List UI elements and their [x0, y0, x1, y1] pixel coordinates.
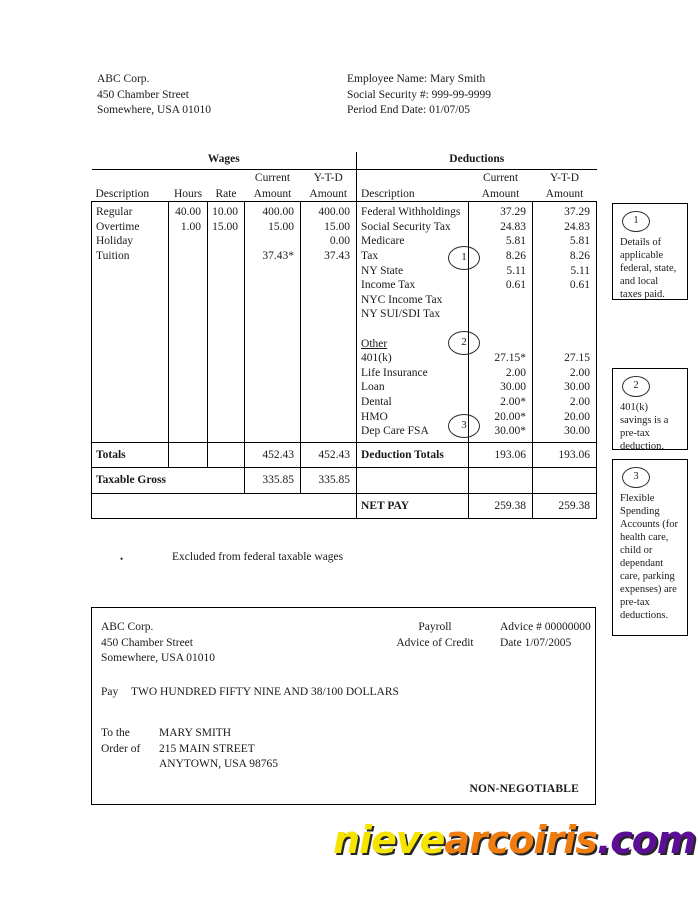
- callout-marker-1: 1: [448, 246, 480, 270]
- deduction-row-ytd: 5.81: [569, 235, 591, 248]
- wage-row-ytd: 37.43: [324, 249, 351, 262]
- wage-row-description: Overtime: [96, 220, 140, 233]
- logo-part-2: arcoiris: [444, 818, 597, 862]
- site-watermark-logo: [333, 818, 696, 862]
- deduction-row-description: Dental: [361, 395, 392, 408]
- check-company-citystatezip: Somewhere, USA 01010: [101, 652, 216, 665]
- deduction-row-description: Social Security Tax: [361, 220, 451, 233]
- deduction-row-ytd: 30.00: [564, 425, 591, 438]
- employee-name: Employee Name: Mary Smith: [347, 73, 486, 85]
- wage-row-ytd: 0.00: [329, 235, 351, 248]
- wage-row-description: Holiday: [96, 235, 134, 248]
- callout-notes: [612, 203, 688, 636]
- deduction-row-description: Loan: [361, 381, 385, 394]
- wage-row-current: 15.00: [268, 220, 294, 233]
- footnote-text: Excluded from federal taxable wages: [172, 551, 344, 563]
- deductions-section-title: Deductions: [357, 152, 597, 170]
- order-of-label: Order of: [101, 742, 141, 755]
- check-company-street: 450 Chamber Street: [101, 636, 193, 649]
- logo-part-1: nieve: [333, 818, 445, 862]
- wages-totals-hours: [169, 442, 208, 468]
- footnote: [120, 551, 343, 567]
- spacer-cell: [169, 170, 208, 186]
- wage-row-hours: 40.00: [175, 206, 201, 219]
- callout-note-3: [612, 459, 688, 636]
- deduction-row-current: 37.29: [500, 206, 527, 219]
- deductions-description-list: [361, 205, 468, 439]
- deduction-row-description: NY SUI/SDI Tax: [361, 308, 441, 321]
- wage-row-rate: 10.00: [212, 206, 238, 219]
- check-advice-info: [500, 620, 591, 651]
- pay-label: Pay: [101, 686, 119, 698]
- wage-row-ytd: 15.00: [324, 220, 351, 233]
- payee-block: [101, 726, 278, 773]
- deductions-current-caption-top: Current: [482, 172, 519, 184]
- callout-badge-3: 3: [622, 467, 650, 488]
- callout-text-3: Flexible Spending Accounts (for health care, child or dependant care, parking expenses) are pre-tax deductions.: [620, 493, 679, 621]
- wage-row-description: Regular: [96, 206, 133, 219]
- company-name: ABC Corp.: [97, 73, 150, 85]
- deduction-row-ytd: 5.11: [570, 264, 591, 277]
- net-pay-current: 259.38: [469, 493, 533, 519]
- deductions-description-column: [357, 202, 469, 443]
- deduction-row-current: 8.26: [505, 249, 527, 262]
- deductions-description-caption: Description: [357, 186, 469, 202]
- wages-ytd-caption-top: Y-T-D: [313, 172, 343, 184]
- spacer-cell: [92, 170, 169, 186]
- footnote-bullet-icon: •: [120, 554, 124, 564]
- payee-name: MARY SMITH: [159, 727, 232, 739]
- company-street: 450 Chamber Street: [97, 88, 189, 101]
- check-advice-block: [91, 607, 596, 805]
- deduction-row-ytd: 2.00: [569, 395, 591, 408]
- callout-note-2: [612, 368, 688, 450]
- stub-table: [91, 152, 597, 519]
- wages-current-caption: Amount: [245, 186, 301, 202]
- callout-text-1: Details of applicable federal, state, and local taxes paid.: [620, 237, 677, 300]
- callout-marker-2: 2: [448, 331, 480, 355]
- document-header: [97, 72, 597, 119]
- deduction-row-ytd: 24.83: [564, 220, 591, 233]
- wages-ytd-list: [301, 205, 350, 439]
- deduction-row-ytd: 30.00: [564, 381, 591, 394]
- taxable-gross-row: [92, 468, 597, 494]
- advice-date: Date 1/07/2005: [500, 636, 572, 649]
- taxable-gross-deductions-spacer: [357, 468, 469, 494]
- deductions-ytd-list: [533, 205, 590, 439]
- deduction-row-current: 0.61: [505, 279, 527, 292]
- deduction-row-description: Federal Withholdings: [361, 206, 461, 219]
- taxable-gross-label: Taxable Gross: [92, 468, 245, 494]
- wages-hours-list: [169, 205, 201, 439]
- deduction-row-description: NYC Income Tax: [361, 293, 443, 306]
- earnings-deductions-table: [91, 152, 596, 519]
- callout-marker-3: 3: [448, 414, 480, 438]
- spacer-cell: [208, 170, 245, 186]
- deductions-totals-ytd: 193.06: [533, 442, 597, 468]
- check-company-address: [101, 620, 215, 667]
- deduction-row-current: 24.83: [500, 220, 527, 233]
- deduction-row-description: Dep Care FSA: [361, 425, 429, 438]
- wages-totals-ytd: 452.43: [301, 442, 357, 468]
- wages-hours-caption: Hours: [169, 186, 208, 202]
- net-pay-left-spacer: [92, 493, 357, 519]
- payee-citystatezip: ANYTOWN, USA 98765: [159, 758, 278, 771]
- wage-row-rate: 15.00: [212, 220, 238, 233]
- wages-current-column: [245, 202, 301, 443]
- wages-rate-list: [208, 205, 238, 439]
- wages-description-list: [96, 205, 168, 439]
- taxable-gross-ytd: 335.85: [301, 468, 357, 494]
- wages-rate-column: [208, 202, 245, 443]
- deductions-ytd-caption: Amount: [533, 186, 597, 202]
- payee-street: 215 MAIN STREET: [159, 742, 255, 755]
- payroll-label: Payroll: [418, 621, 452, 633]
- deduction-row-current: 30.00: [500, 381, 527, 394]
- column-caption-row-2: [92, 186, 597, 202]
- wage-row-current: 400.00: [262, 206, 294, 219]
- wages-current-list: [245, 205, 294, 439]
- advice-of-credit-label: Advice of Credit: [396, 636, 474, 649]
- table-body-row: [92, 202, 597, 443]
- wages-totals-current: 452.43: [245, 442, 301, 468]
- column-caption-row-1: [92, 170, 597, 186]
- callout-badge-1: 1: [622, 211, 650, 232]
- employee-ssn: Social Security #: 999-99-9999: [347, 88, 492, 101]
- taxable-gross-current-spacer: [469, 468, 533, 494]
- deduction-row-ytd: 2.00: [569, 366, 591, 379]
- deductions-current-caption: Amount: [469, 186, 533, 202]
- deduction-row-ytd: 37.29: [564, 206, 591, 219]
- wage-row-current: 37.43*: [262, 249, 294, 262]
- deduction-row-description: Life Insurance: [361, 366, 428, 379]
- deduction-row-description: NY State: [361, 264, 404, 277]
- deductions-ytd-column: [533, 202, 597, 443]
- to-the-label: To the: [101, 727, 130, 739]
- check-payroll-labels: [380, 620, 490, 651]
- deduction-row-current: 2.00*: [500, 395, 527, 408]
- employee-info-block: [347, 72, 597, 119]
- deduction-row-current: 27.15*: [494, 352, 527, 365]
- deduction-row-description: HMO: [361, 410, 388, 423]
- deductions-ytd-caption-top: Y-T-D: [550, 172, 580, 184]
- pay-amount-line: [101, 686, 399, 698]
- totals-row: [92, 442, 597, 468]
- logo-part-3: .com: [596, 818, 696, 862]
- callout-note-1: [612, 203, 688, 300]
- spacer-cell: [357, 170, 469, 186]
- callout-badge-2: 2: [622, 376, 650, 397]
- wages-section-title: Wages: [92, 152, 357, 170]
- deduction-row-ytd: 27.15: [564, 352, 591, 365]
- wage-row-description: Tuition: [96, 249, 130, 262]
- deduction-row-description: Medicare: [361, 235, 405, 248]
- deduction-row-current: 5.81: [505, 235, 527, 248]
- deduction-row-current: 2.00: [505, 366, 527, 379]
- callout-text-2: 401(k) savings is a pre-tax deduction.: [620, 402, 669, 452]
- deduction-row-current: 30.00*: [494, 425, 527, 438]
- period-end-date: Period End Date: 01/07/05: [347, 104, 470, 117]
- net-pay-row: [92, 493, 597, 519]
- deduction-row-current: 20.00*: [494, 410, 527, 423]
- non-negotiable-label: NON-NEGOTIABLE: [469, 783, 579, 795]
- wages-ytd-caption: Amount: [301, 186, 357, 202]
- advice-number: Advice # 00000000: [500, 621, 591, 633]
- underlined-label: Other: [361, 337, 388, 350]
- deductions-current-column: [469, 202, 533, 443]
- deduction-row-ytd: 8.26: [569, 249, 591, 262]
- deduction-row-description: 401(k): [361, 352, 392, 365]
- company-address-block: [97, 72, 337, 119]
- wages-ytd-column: [301, 202, 357, 443]
- wages-current-caption-top: Current: [254, 172, 291, 184]
- deduction-row-current: 5.11: [506, 264, 527, 277]
- check-company-name: ABC Corp.: [101, 621, 154, 633]
- wages-totals-rate: [208, 442, 245, 468]
- wage-row-hours: 1.00: [180, 220, 201, 233]
- wages-totals-label: Totals: [92, 442, 169, 468]
- deductions-current-list: [469, 205, 526, 439]
- wages-rate-caption: Rate: [208, 186, 245, 202]
- deductions-totals-current: 193.06: [469, 442, 533, 468]
- deductions-totals-label: Deduction Totals: [357, 442, 469, 468]
- payee-address: [159, 726, 278, 773]
- wages-hours-column: [169, 202, 208, 443]
- taxable-gross-ytd-spacer: [533, 468, 597, 494]
- taxable-gross-current: 335.85: [245, 468, 301, 494]
- deduction-row-description: Tax: [361, 249, 379, 262]
- section-title-row: [92, 152, 597, 170]
- company-citystatezip: Somewhere, USA 01010: [97, 104, 212, 117]
- wage-row-ytd: 400.00: [318, 206, 351, 219]
- deduction-row-description: Income Tax: [361, 279, 416, 292]
- wages-description-caption: Description: [92, 186, 169, 202]
- net-pay-ytd: 259.38: [533, 493, 597, 519]
- deduction-row-ytd: 20.00: [564, 410, 591, 423]
- deduction-row-ytd: 0.61: [569, 279, 591, 292]
- net-pay-label: NET PAY: [357, 493, 469, 519]
- check-header: [92, 608, 595, 665]
- wages-description-column: [92, 202, 169, 443]
- pay-amount-words: TWO HUNDRED FIFTY NINE AND 38/100 DOLLARS: [131, 686, 399, 698]
- order-of-labels: [101, 726, 159, 773]
